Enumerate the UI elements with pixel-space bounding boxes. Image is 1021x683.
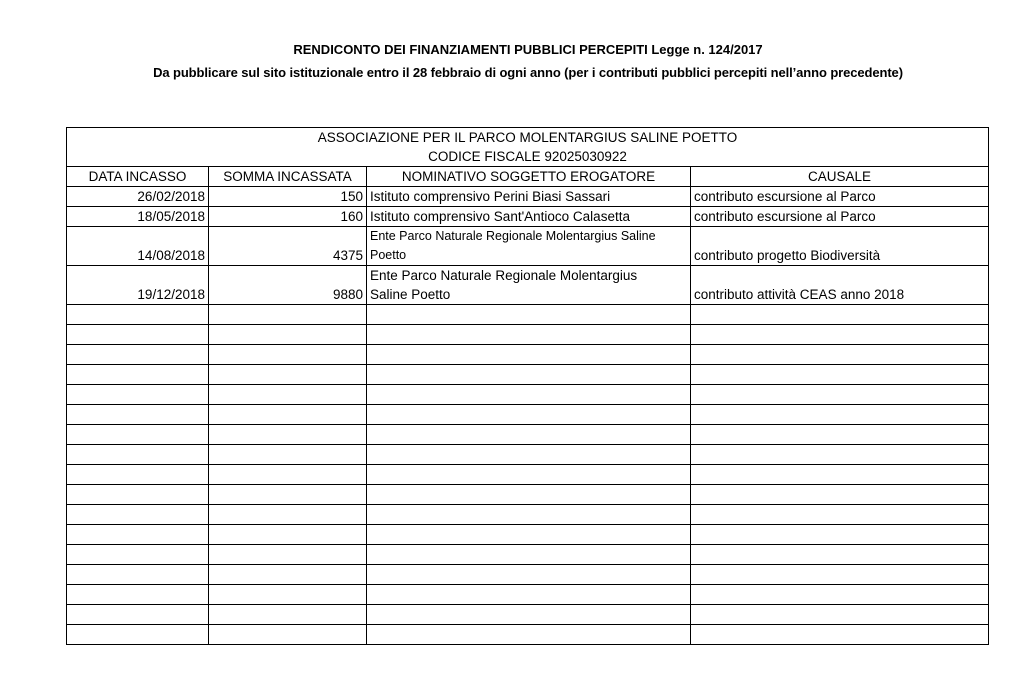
- empty-cell: [691, 325, 989, 345]
- column-header-date: DATA INCASSO: [67, 167, 209, 187]
- empty-cell: [209, 445, 367, 465]
- empty-cell: [367, 525, 691, 545]
- cell-amount: 150: [209, 187, 367, 207]
- table-row: [67, 207, 989, 227]
- cell-payer: [367, 227, 691, 266]
- cell-reason: contributo progetto Biodiversità: [691, 227, 989, 266]
- empty-row: [67, 525, 989, 545]
- empty-row: [67, 345, 989, 365]
- empty-cell: [209, 505, 367, 525]
- empty-cell: [367, 385, 691, 405]
- report-table: [66, 127, 989, 645]
- empty-cell: [691, 485, 989, 505]
- empty-row: [67, 565, 989, 585]
- column-header-payer: NOMINATIVO SOGGETTO EROGATORE: [367, 167, 691, 187]
- empty-cell: [367, 345, 691, 365]
- empty-cell: [67, 465, 209, 485]
- empty-cell: [367, 605, 691, 625]
- empty-row: [67, 305, 989, 325]
- empty-cell: [67, 385, 209, 405]
- empty-cell: [67, 605, 209, 625]
- empty-cell: [367, 445, 691, 465]
- empty-cell: [209, 565, 367, 585]
- empty-cell: [209, 365, 367, 385]
- empty-row: [67, 625, 989, 645]
- empty-row: [67, 545, 989, 565]
- cell-reason: contributo escursione al Parco: [691, 207, 989, 227]
- org-row: [67, 128, 989, 167]
- empty-cell: [691, 425, 989, 445]
- empty-cell: [367, 465, 691, 485]
- empty-cell: [209, 305, 367, 325]
- cell-date: 18/05/2018: [67, 207, 209, 227]
- empty-cell: [691, 565, 989, 585]
- empty-cell: [691, 525, 989, 545]
- empty-cell: [367, 325, 691, 345]
- empty-row: [67, 365, 989, 385]
- empty-cell: [67, 445, 209, 465]
- empty-cell: [209, 625, 367, 645]
- empty-cell: [67, 545, 209, 565]
- empty-row: [67, 505, 989, 525]
- empty-cell: [67, 485, 209, 505]
- empty-cell: [691, 605, 989, 625]
- empty-row: [67, 385, 989, 405]
- table-row: [67, 187, 989, 207]
- empty-cell: [67, 505, 209, 525]
- empty-rows: [67, 305, 989, 645]
- empty-cell: [67, 585, 209, 605]
- empty-row: [67, 485, 989, 505]
- cell-payer: [367, 266, 691, 305]
- column-header-row: [67, 167, 989, 187]
- empty-cell: [367, 505, 691, 525]
- empty-cell: [67, 625, 209, 645]
- cell-amount: 160: [209, 207, 367, 227]
- empty-row: [67, 325, 989, 345]
- document-title: RENDICONTO DEI FINANZIAMENTI PUBBLICI PERCEPITI Legge n. 124/2017: [293, 42, 763, 57]
- empty-cell: [67, 405, 209, 425]
- empty-cell: [209, 425, 367, 445]
- empty-row: [67, 445, 989, 465]
- cell-date: 26/02/2018: [67, 187, 209, 207]
- empty-cell: [691, 585, 989, 605]
- empty-cell: [691, 505, 989, 525]
- empty-cell: [67, 425, 209, 445]
- empty-row: [67, 605, 989, 625]
- empty-cell: [367, 585, 691, 605]
- empty-row: [67, 465, 989, 485]
- org-name: ASSOCIAZIONE PER IL PARCO MOLENTARGIUS SALINE POETTO: [317, 130, 738, 145]
- cell-reason: contributo escursione al Parco: [691, 187, 989, 207]
- empty-cell: [209, 385, 367, 405]
- empty-cell: [691, 305, 989, 325]
- document-subtitle: Da pubblicare sul sito istituzionale entro il 28 febbraio di ogni anno (per i contributi pubblici percepiti nell’anno precedente): [153, 65, 903, 80]
- cell-payer: Istituto comprensivo Sant'Antioco Calasetta: [367, 207, 691, 227]
- empty-cell: [367, 565, 691, 585]
- empty-cell: [367, 625, 691, 645]
- empty-row: [67, 585, 989, 605]
- cell-payer-line1: Ente Parco Naturale Regionale Molentargius: [370, 268, 638, 283]
- empty-cell: [209, 405, 367, 425]
- empty-cell: [209, 325, 367, 345]
- empty-row: [67, 425, 989, 445]
- empty-cell: [367, 305, 691, 325]
- org-cell: [67, 128, 989, 167]
- cell-payer: Istituto comprensivo Perini Biasi Sassari: [367, 187, 691, 207]
- empty-cell: [691, 365, 989, 385]
- column-header-amount: SOMMA INCASSATA: [209, 167, 367, 187]
- empty-cell: [67, 525, 209, 545]
- empty-cell: [691, 545, 989, 565]
- empty-cell: [209, 585, 367, 605]
- empty-cell: [209, 525, 367, 545]
- empty-cell: [367, 405, 691, 425]
- document-header: [0, 38, 1021, 84]
- empty-cell: [209, 465, 367, 485]
- empty-cell: [67, 345, 209, 365]
- cell-payer-line1: Ente Parco Naturale Regionale Molentargius Saline: [370, 229, 656, 243]
- empty-cell: [209, 485, 367, 505]
- empty-cell: [691, 345, 989, 365]
- empty-cell: [691, 625, 989, 645]
- empty-cell: [209, 545, 367, 565]
- empty-cell: [367, 425, 691, 445]
- empty-cell: [67, 565, 209, 585]
- empty-cell: [691, 385, 989, 405]
- empty-cell: [67, 365, 209, 385]
- cell-reason: contributo attività CEAS anno 2018: [691, 266, 989, 305]
- table-row: [67, 266, 989, 305]
- empty-cell: [367, 365, 691, 385]
- cell-payer-line2: Saline Poetto: [370, 287, 451, 302]
- column-header-reason: CAUSALE: [691, 167, 989, 187]
- cell-date: 19/12/2018: [67, 266, 209, 305]
- empty-cell: [691, 405, 989, 425]
- empty-cell: [209, 605, 367, 625]
- empty-row: [67, 405, 989, 425]
- empty-cell: [691, 445, 989, 465]
- cell-amount: 4375: [209, 227, 367, 266]
- empty-cell: [209, 345, 367, 365]
- cell-date: 14/08/2018: [67, 227, 209, 266]
- empty-cell: [691, 465, 989, 485]
- table-row: [67, 227, 989, 266]
- cell-amount: 9880: [209, 266, 367, 305]
- empty-cell: [67, 325, 209, 345]
- org-tax-code: CODICE FISCALE 92025030922: [428, 149, 627, 164]
- empty-cell: [367, 545, 691, 565]
- cell-payer-line2: Poetto: [370, 248, 407, 262]
- empty-cell: [67, 305, 209, 325]
- empty-cell: [367, 485, 691, 505]
